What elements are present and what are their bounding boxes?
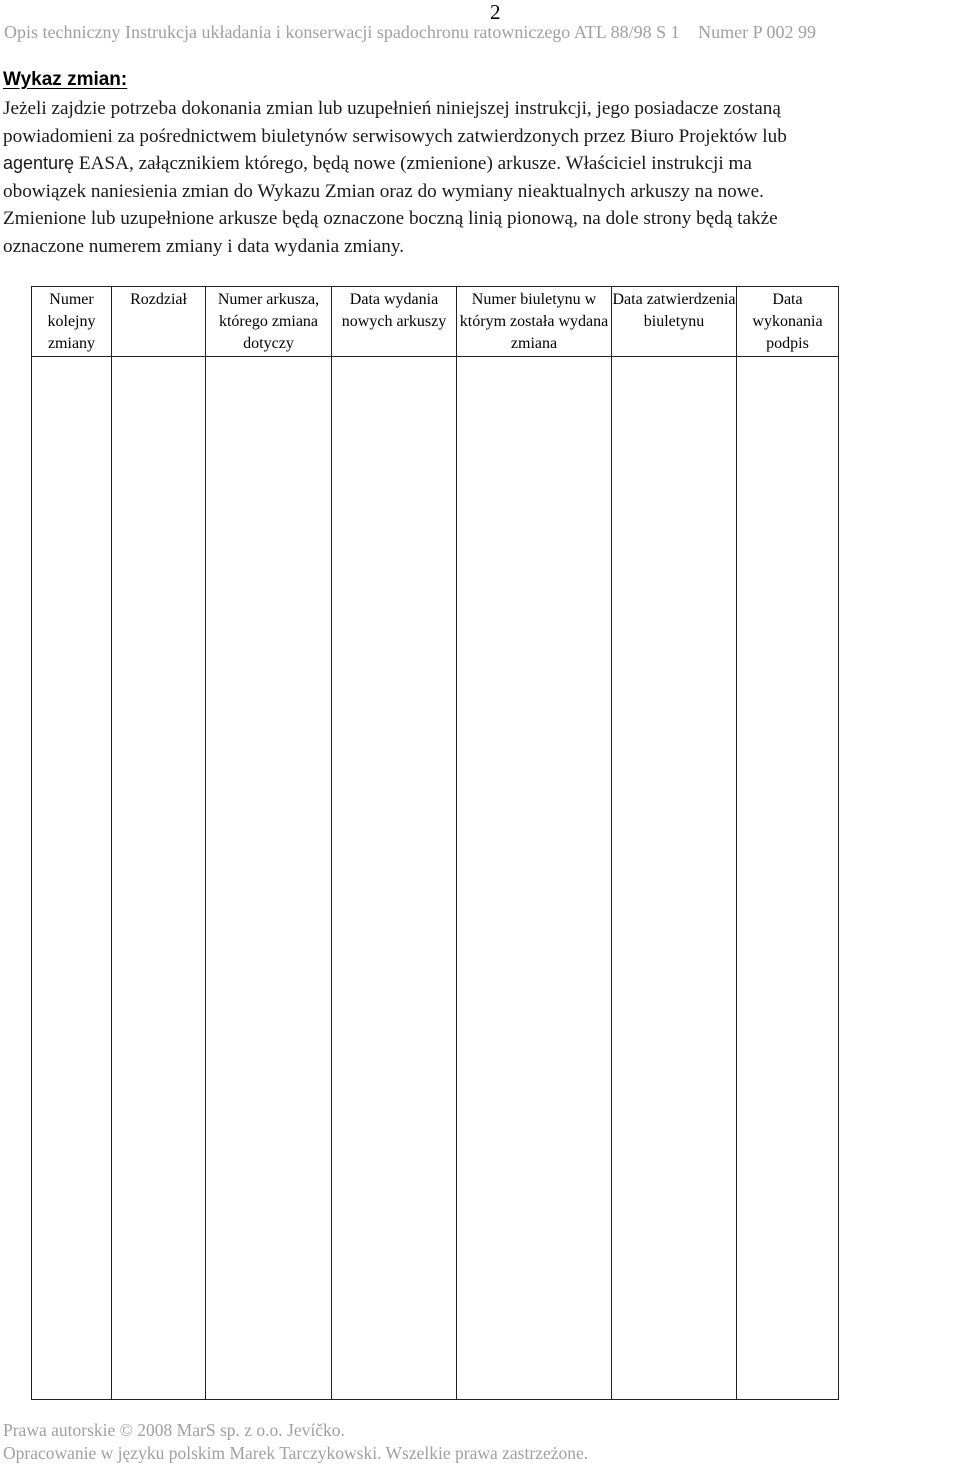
column-header-chapter: Rozdział: [112, 287, 206, 357]
column-header-change-number: Numer kolejny zmiany: [32, 287, 112, 357]
body-line: Jeżeli zajdzie potrzeba dokonania zmian lub uzupełnień niniejszej instrukcji, jego posiadacze zostaną: [3, 98, 781, 119]
body-line: oznaczone numerem zmiany i data wydania zmiany.: [3, 235, 404, 257]
table-cell[interactable]: [32, 357, 112, 1400]
footer-translation: Opracowanie w języku polskim Marek Tarczykowski. Wszelkie prawa zastrzeżone.: [3, 1443, 589, 1463]
table-cell[interactable]: [457, 357, 612, 1400]
header-model: ATL 88/98 S 1: [573, 22, 680, 42]
body-line: Zmienione lub uzupełnione arkusze będą oznaczone boczną linią pionową, na dole strony będą także: [3, 208, 778, 229]
header-doc-type: Opis techniczny: [4, 22, 121, 42]
page-number: 2: [490, 0, 501, 24]
column-header-bulletin-number: Numer biuletynu w którym została wydana zmiana: [457, 287, 612, 357]
body-line-rest: , załącznikiem którego, będą nowe (zmienione) arkusze. Właściciel instrukcji ma: [128, 153, 752, 174]
body-line: powiadomieni za pośrednictwem biuletynów serwisowych zatwierdzonych przez Biuro Projektów lub: [3, 125, 787, 147]
section-title: Wykaz zmian:: [3, 69, 128, 90]
table-cell[interactable]: [206, 357, 332, 1400]
column-header-execution-date: Data wykonania podpis: [737, 287, 839, 357]
table-cell[interactable]: [612, 357, 737, 1400]
running-header: [4, 21, 960, 43]
body-line: [3, 150, 958, 178]
table-cell[interactable]: [332, 357, 457, 1400]
table-cell[interactable]: [737, 357, 839, 1400]
body-word-easa: EASA: [78, 153, 129, 174]
table-header-row: [32, 287, 839, 357]
header-number-label: Numer P: [698, 22, 762, 42]
body-word-agenture: agenturę: [3, 153, 75, 173]
table-cell[interactable]: [112, 357, 206, 1400]
header-doc-title: Instrukcja układania i konserwacji spadochronu ratowniczego: [124, 22, 571, 42]
header-number-value: 002 99: [766, 22, 816, 42]
section-body: [3, 95, 958, 260]
changes-table: [31, 286, 839, 1400]
body-line: obowiązek naniesienia zmian do Wykazu Zmian oraz do wymiany nieaktualnych arkuszy na nowe.: [3, 180, 764, 202]
column-header-issue-date: Data wydania nowych arkuszy: [332, 287, 457, 357]
column-header-sheet-number: Numer arkusza, którego zmiana dotyczy: [206, 287, 332, 357]
column-header-approval-date: Data zatwierdzenia biuletynu: [612, 287, 737, 357]
footer-copyright: Prawa autorskie © 2008 MarS sp. z o.o. Jevíčko.: [3, 1420, 345, 1440]
table-row: [32, 357, 839, 1400]
